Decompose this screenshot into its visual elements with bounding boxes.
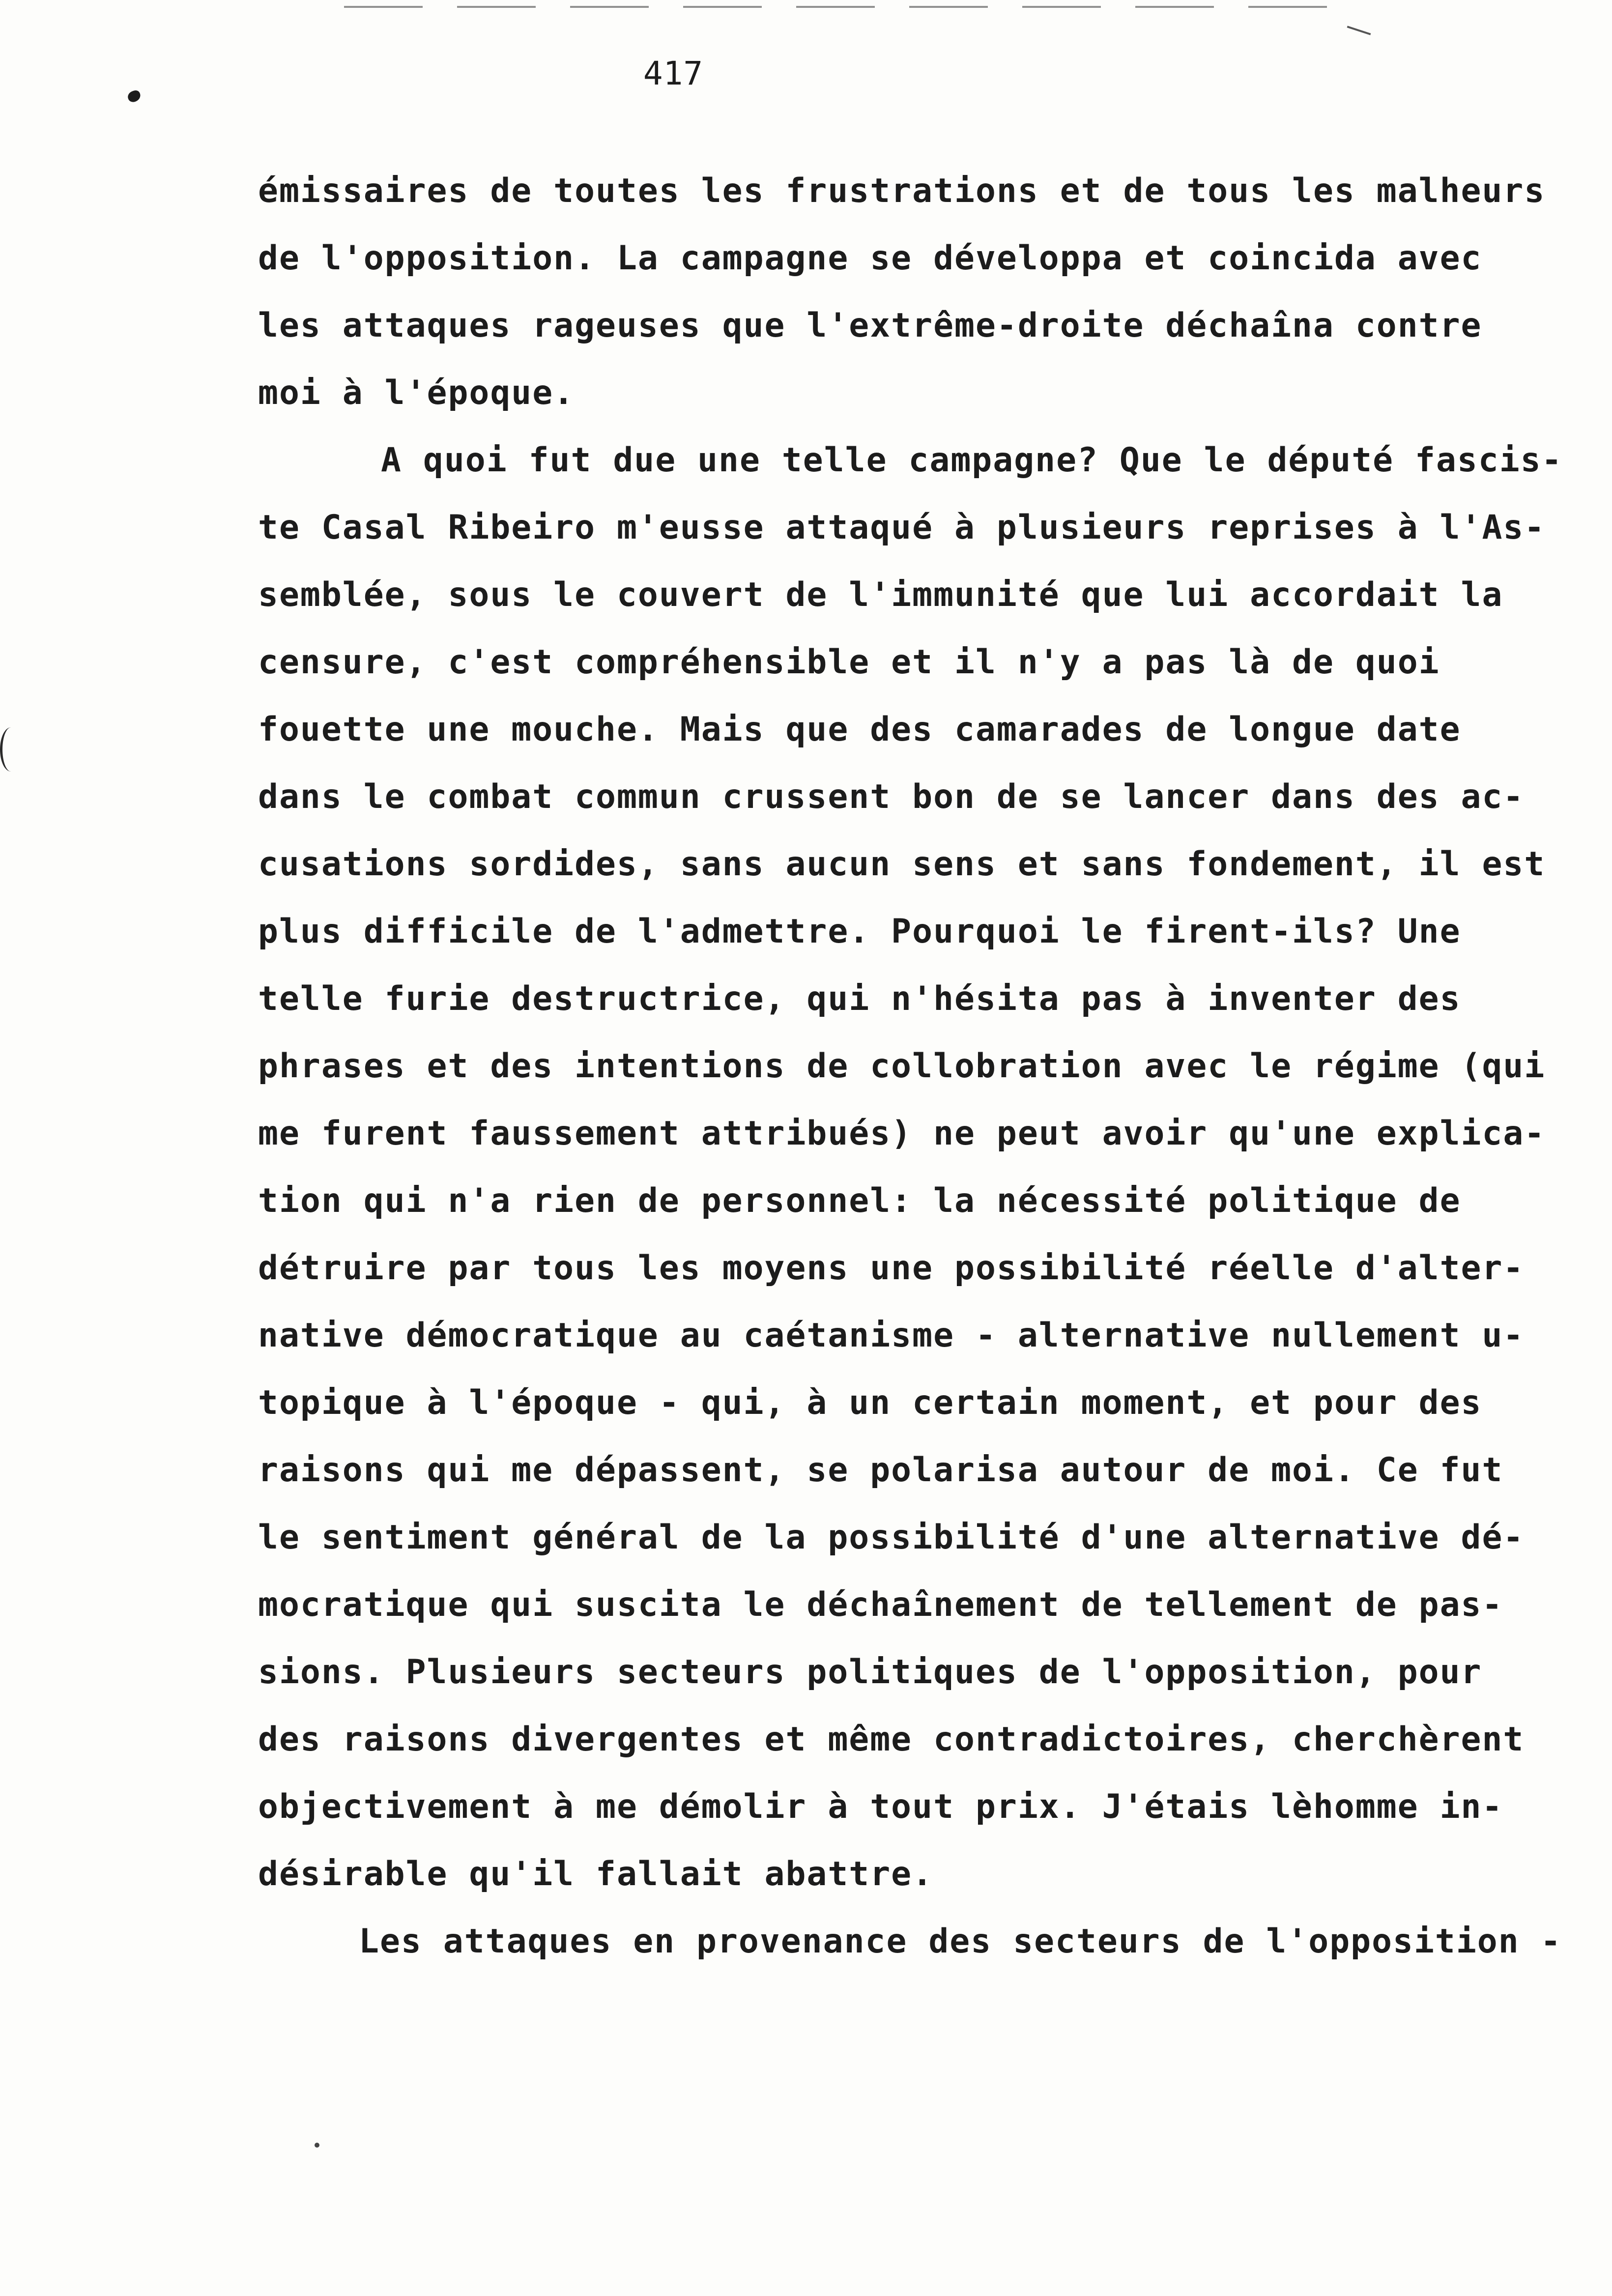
corner-scan-mark (1347, 26, 1371, 35)
text-line: raisons qui me dépassent, se polarisa autour de moi. Ce fut (258, 1451, 1503, 1490)
margin-ink-mark (126, 89, 142, 104)
body-text (258, 157, 1563, 1975)
text-line: sions. Plusieurs secteurs politiques de l'opposition, pour (258, 1653, 1482, 1692)
margin-bracket-mark (0, 727, 22, 772)
text-line: native démocratique au caétanisme - alternative nullement u- (258, 1316, 1525, 1355)
text-line: cusations sordides, sans aucun sens et sans fondement, il est (258, 845, 1546, 884)
text-line: fouette une mouche. Mais que des camarades de longue date (258, 710, 1461, 749)
text-line: me furent faussement attribués) ne peut avoir qu'une explica- (258, 1114, 1546, 1153)
text-line: topique à l'époque - qui, à un certain moment, et pour des (258, 1383, 1482, 1422)
text-line: de l'opposition. La campagne se développa et coincida avec (258, 239, 1482, 278)
text-line: tion qui n'a rien de personnel: la nécessité politique de (258, 1181, 1461, 1220)
text-line: mocratique qui suscita le déchaînement de tellement de pas- (258, 1585, 1503, 1624)
text-line: détruire par tous les moyens une possibilité réelle d'alter- (258, 1249, 1525, 1288)
top-edge-rule (344, 6, 1327, 8)
text-line: te Casal Ribeiro m'eusse attaqué à plusieurs reprises à l'As- (258, 508, 1546, 547)
text-line: A quoi fut due une telle campagne? Que le député fascis- (381, 441, 1563, 480)
text-line: telle furie destructrice, qui n'hésita pas à inventer des (258, 979, 1461, 1018)
text-line: émissaires de toutes les frustrations et de tous les malheurs (258, 172, 1546, 210)
text-line: moi à l'époque. (258, 373, 575, 412)
text-line: plus difficile de l'admettre. Pourquoi le firent-ils? Une (258, 912, 1461, 951)
bottom-ink-dot (315, 2143, 319, 2148)
text-line: le sentiment général de la possibilité d'une alternative dé- (258, 1518, 1525, 1557)
text-line: Les attaques en provenance des secteurs de l'opposition - (359, 1922, 1562, 1961)
text-line: dans le combat commun crussent bon de se lancer dans des ac- (258, 777, 1525, 816)
text-line: censure, c'est compréhensible et il n'y a pas là de quoi (258, 643, 1440, 682)
text-line: objectivement à me démolir à tout prix. J'étais lèhomme in- (258, 1787, 1503, 1826)
page-number: 417 (643, 55, 704, 92)
text-line: phrases et des intentions de collobration avec le régime (qui (258, 1047, 1546, 1086)
text-line: des raisons divergentes et même contradictoires, cherchèrent (258, 1720, 1525, 1759)
text-line: semblée, sous le couvert de l'immunité que lui accordait la (258, 575, 1503, 614)
text-line: les attaques rageuses que l'extrême-droite déchaîna contre (258, 306, 1482, 345)
text-line: désirable qu'il fallait abattre. (258, 1855, 934, 1894)
